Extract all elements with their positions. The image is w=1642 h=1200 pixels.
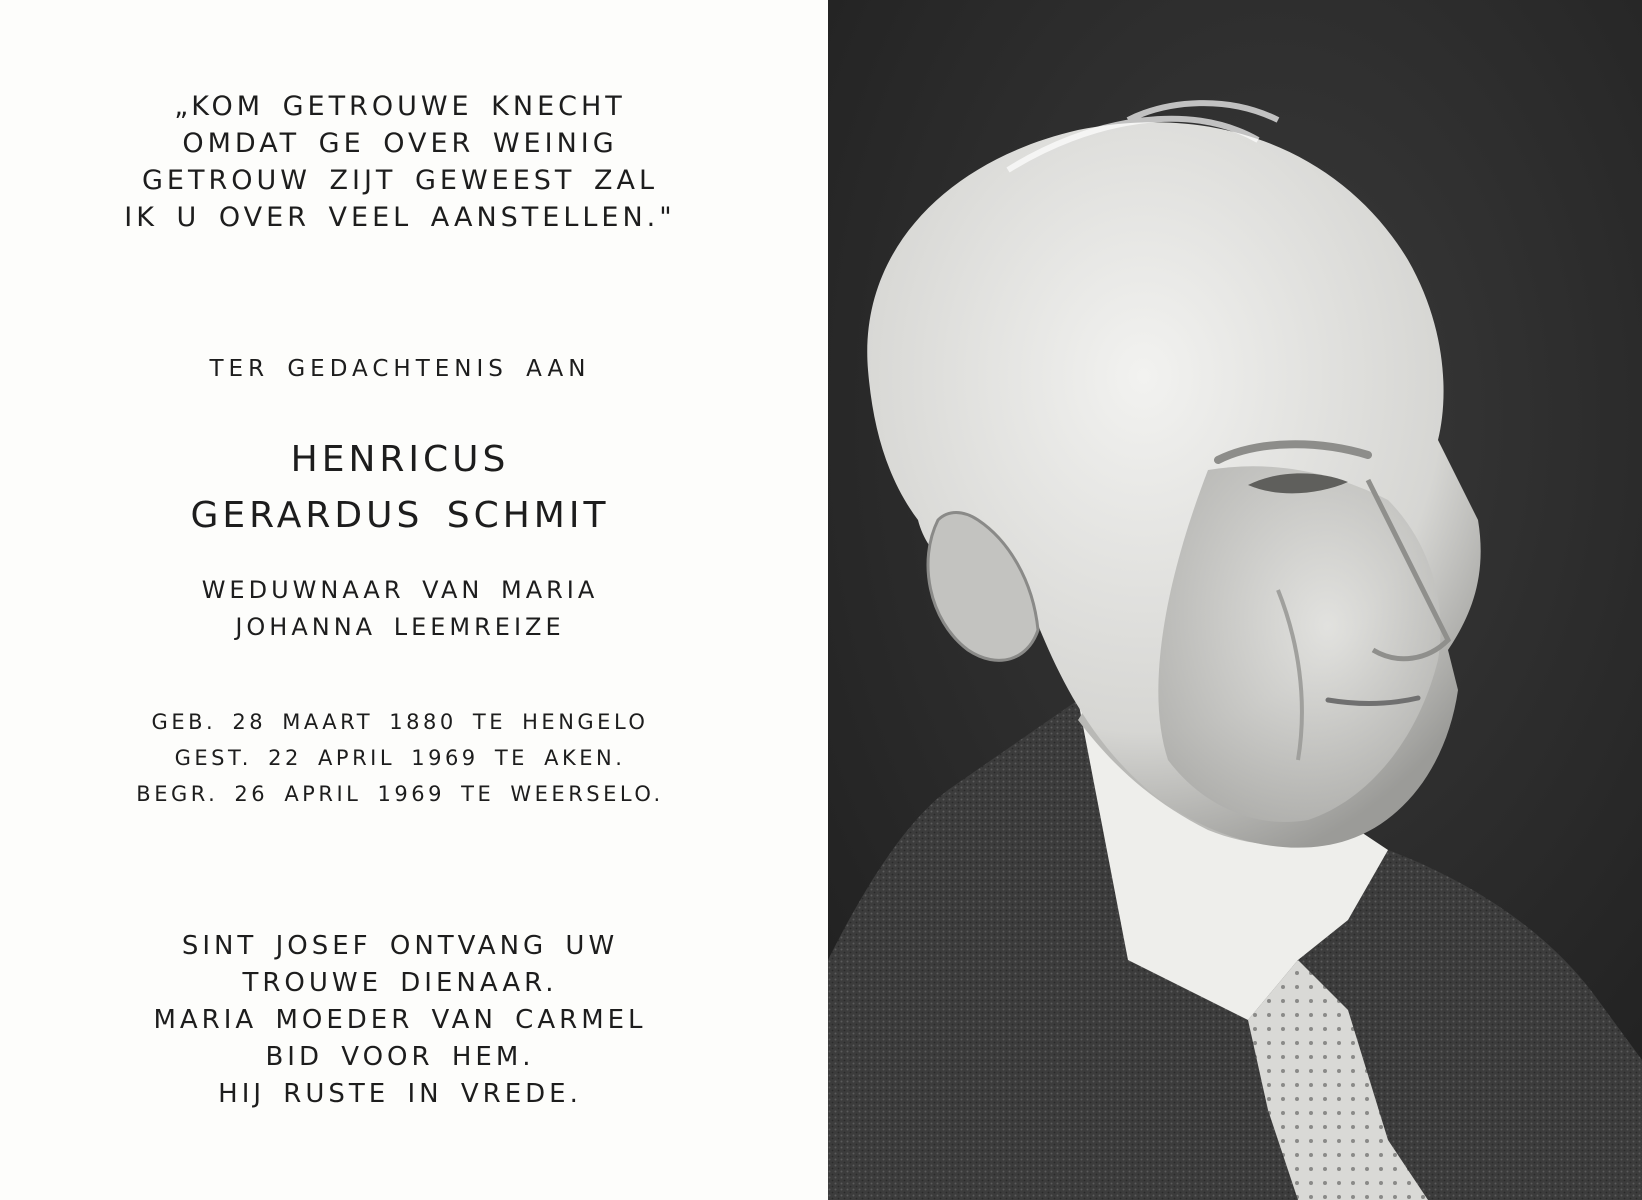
- spouse-line: JOHANNA LEEMREIZE: [235, 613, 565, 641]
- prayer-line: SINT JOSEF ONTVANG UW: [181, 931, 619, 961]
- prayer-block: [40, 928, 760, 1113]
- dates-block: [40, 704, 760, 812]
- quote-line: OMDAT GE OVER WEINIG: [182, 128, 618, 159]
- date-line-birth: GEB. 28 MAART 1880 TE HENGELO: [151, 710, 649, 734]
- date-line-death: GEST. 22 APRIL 1969 TE AKEN.: [174, 746, 626, 770]
- quote-line: IK U OVER VEEL AANSTELLEN.": [124, 202, 676, 233]
- date-line-burial: BEGR. 26 APRIL 1969 TE WEERSELO.: [136, 782, 664, 806]
- memorial-intro: [40, 354, 760, 384]
- name-line: GERARDUS SCHMIT: [190, 495, 610, 536]
- portrait-photo: [828, 0, 1642, 1200]
- text-panel: [0, 0, 800, 1200]
- deceased-name: [40, 432, 760, 544]
- memorial-intro-text: TER GEDACHTENIS AAN: [209, 356, 591, 382]
- prayer-line: BID VOOR HEM.: [265, 1042, 535, 1072]
- quote-line: GETROUW ZIJT GEWEEST ZAL: [141, 165, 659, 196]
- quote-block: [40, 88, 760, 236]
- quote-line: „KOM GETROUWE KNECHT: [174, 91, 626, 122]
- prayer-line: TROUWE DIENAAR.: [242, 968, 558, 998]
- portrait-illustration: [828, 0, 1642, 1200]
- name-line: HENRICUS: [290, 439, 510, 480]
- spouse-info: [40, 572, 760, 646]
- prayer-line: MARIA MOEDER VAN CARMEL: [153, 1005, 647, 1035]
- spouse-line: WEDUWNAAR VAN MARIA: [201, 576, 599, 604]
- prayer-line: HIJ RUSTE IN VREDE.: [218, 1079, 582, 1109]
